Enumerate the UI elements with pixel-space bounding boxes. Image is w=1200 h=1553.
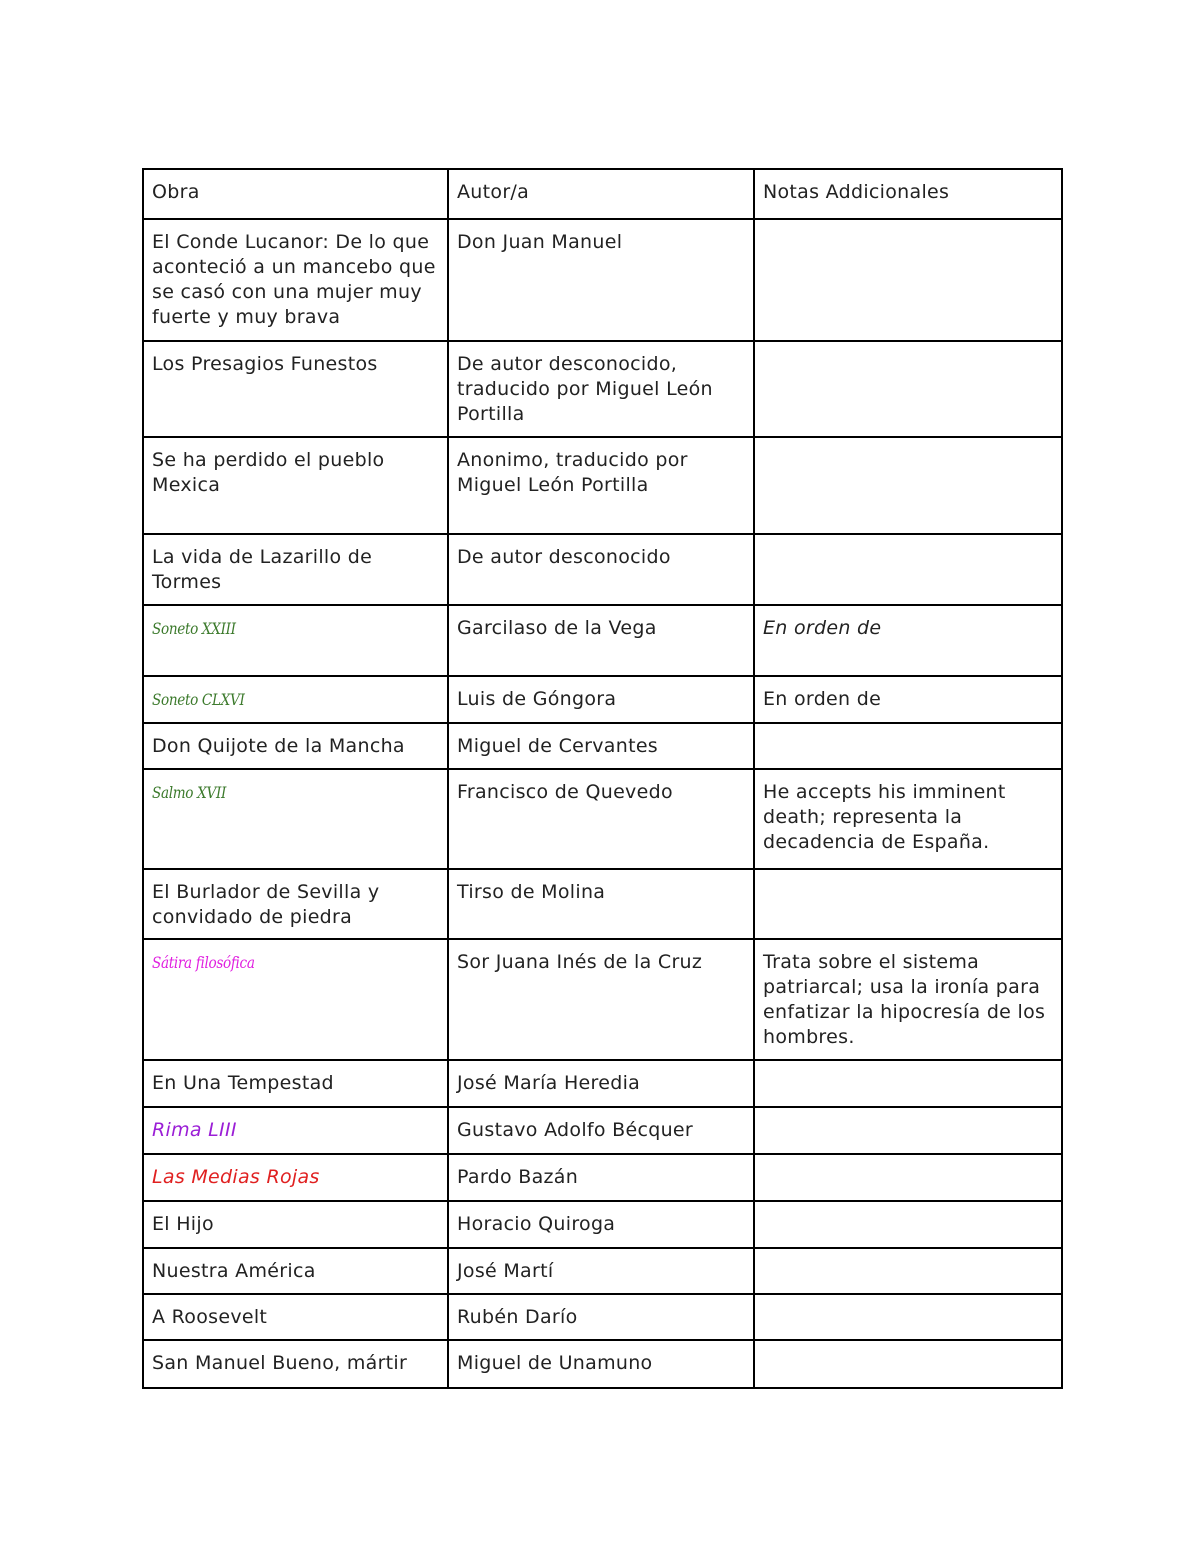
cell-notas: En orden de	[754, 605, 1062, 676]
table-header-row	[143, 169, 1062, 219]
cell-notas	[754, 723, 1062, 769]
cell-autor: Sor Juana Inés de la Cruz	[448, 939, 754, 1060]
cell-obra: El Conde Lucanor: De lo que aconteció a un mancebo que se casó con una mujer muy fuerte y muy brava	[143, 219, 448, 341]
table-row	[143, 723, 1062, 769]
cell-obra: A Roosevelt	[143, 1294, 448, 1340]
cell-autor: Garcilaso de la Vega	[448, 605, 754, 676]
cell-obra	[143, 1154, 448, 1201]
table-row	[143, 1154, 1062, 1201]
cell-notas	[754, 1340, 1062, 1388]
cell-obra: San Manuel Bueno, mártir	[143, 1340, 448, 1388]
cell-autor: Miguel de Cervantes	[448, 723, 754, 769]
obra-title-red: Las Medias Rojas	[152, 1166, 320, 1188]
table-row	[143, 1294, 1062, 1340]
table-row	[143, 1060, 1062, 1107]
cell-notas: He accepts his imminent death; representa la decadencia de España.	[754, 769, 1062, 869]
header-notas: Notas Addicionales	[754, 169, 1062, 219]
cell-notas	[754, 1154, 1062, 1201]
header-obra: Obra	[143, 169, 448, 219]
obra-title-green: Soneto CLXVI	[152, 690, 245, 709]
table-row	[143, 605, 1062, 676]
cell-obra	[143, 605, 448, 676]
cell-obra: Don Quijote de la Mancha	[143, 723, 448, 769]
cell-notas	[754, 1201, 1062, 1248]
table-row	[143, 1201, 1062, 1248]
table-row	[143, 219, 1062, 341]
cell-autor: José Martí	[448, 1248, 754, 1294]
obra-title-green: Salmo XVII	[152, 783, 227, 802]
works-table	[142, 168, 1063, 1389]
cell-obra	[143, 769, 448, 869]
table-row	[143, 1340, 1062, 1388]
cell-obra: La vida de Lazarillo de Tormes	[143, 534, 448, 605]
cell-autor: Don Juan Manuel	[448, 219, 754, 341]
cell-notas: Trata sobre el sistema patriarcal; usa la ironía para enfatizar la hipocresía de los hombres.	[754, 939, 1062, 1060]
table-row	[143, 769, 1062, 869]
table-row	[143, 534, 1062, 605]
cell-obra: Los Presagios Funestos	[143, 341, 448, 437]
table-row	[143, 1107, 1062, 1154]
cell-notas: En orden de	[754, 676, 1062, 723]
cell-notas	[754, 869, 1062, 939]
table-row	[143, 437, 1062, 534]
cell-obra: En Una Tempestad	[143, 1060, 448, 1107]
table-row	[143, 341, 1062, 437]
cell-autor: Miguel de Unamuno	[448, 1340, 754, 1388]
cell-notas	[754, 1294, 1062, 1340]
cell-autor: De autor desconocido, traducido por Miguel León Portilla	[448, 341, 754, 437]
cell-obra: El Burlador de Sevilla y convidado de piedra	[143, 869, 448, 939]
cell-autor: José María Heredia	[448, 1060, 754, 1107]
cell-obra	[143, 939, 448, 1060]
header-autor: Autor/a	[448, 169, 754, 219]
cell-autor: De autor desconocido	[448, 534, 754, 605]
cell-autor: Francisco de Quevedo	[448, 769, 754, 869]
cell-notas	[754, 1060, 1062, 1107]
obra-title-purple: Rima LIII	[152, 1119, 237, 1141]
table-row	[143, 676, 1062, 723]
obra-title-green: Soneto XXIII	[152, 619, 236, 638]
cell-obra: Se ha perdido el pueblo Mexica	[143, 437, 448, 534]
cell-notas	[754, 1107, 1062, 1154]
cell-autor: Tirso de Molina	[448, 869, 754, 939]
cell-obra	[143, 1107, 448, 1154]
cell-notas	[754, 341, 1062, 437]
cell-autor: Rubén Darío	[448, 1294, 754, 1340]
cell-obra	[143, 676, 448, 723]
cell-autor: Luis de Góngora	[448, 676, 754, 723]
cell-obra: Nuestra América	[143, 1248, 448, 1294]
cell-notas	[754, 219, 1062, 341]
cell-autor: Pardo Bazán	[448, 1154, 754, 1201]
obra-title-magenta: Sátira filosófica	[152, 953, 255, 972]
table-row	[143, 939, 1062, 1060]
cell-notas	[754, 437, 1062, 534]
cell-autor: Gustavo Adolfo Bécquer	[448, 1107, 754, 1154]
cell-obra: El Hijo	[143, 1201, 448, 1248]
cell-autor: Anonimo, traducido por Miguel León Portilla	[448, 437, 754, 534]
cell-notas	[754, 1248, 1062, 1294]
cell-autor: Horacio Quiroga	[448, 1201, 754, 1248]
cell-notas	[754, 534, 1062, 605]
table-row	[143, 869, 1062, 939]
table-row	[143, 1248, 1062, 1294]
